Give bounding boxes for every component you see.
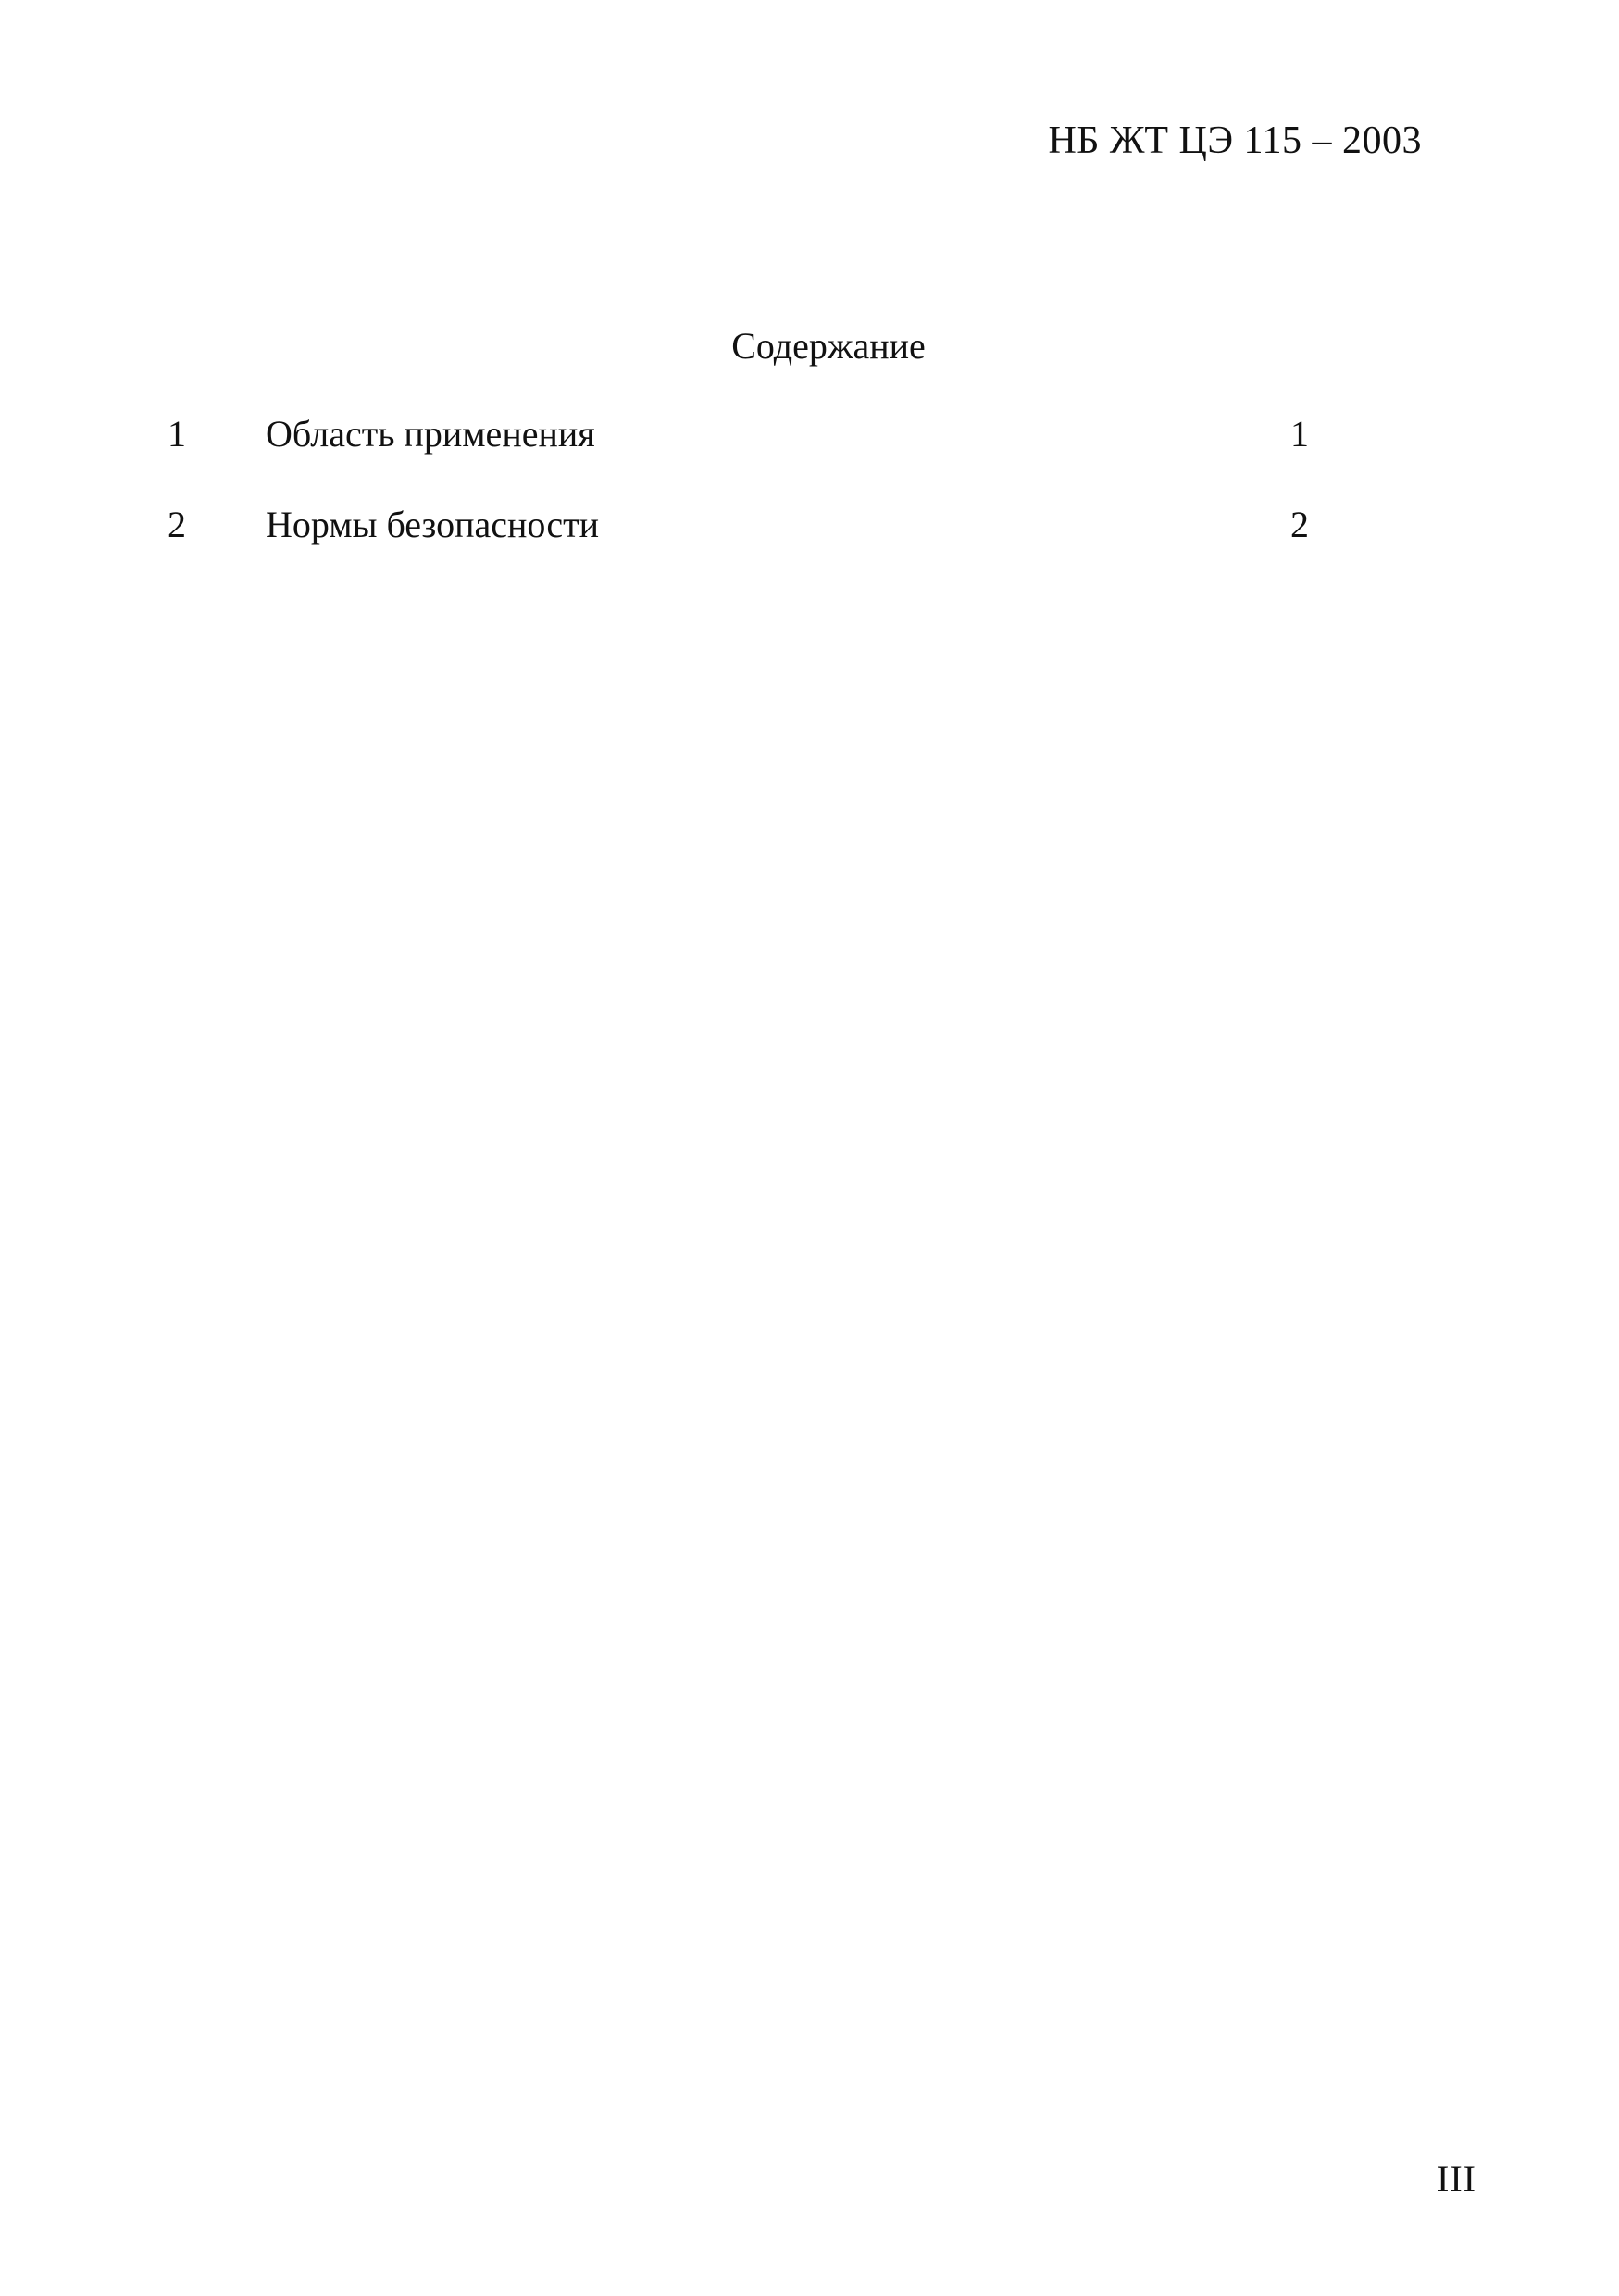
toc-entry-number: 2 xyxy=(168,504,186,545)
toc-entry-page: 1 xyxy=(1290,413,1309,455)
toc-entry-label: Нормы безопасности xyxy=(266,504,600,545)
toc-entry-page: 2 xyxy=(1290,504,1309,545)
toc-title: Содержание xyxy=(731,325,926,367)
document-code: НБ ЖТ ЦЭ 115 – 2003 xyxy=(1048,119,1422,162)
page-number: III xyxy=(1437,2158,1476,2200)
toc-entry-number: 1 xyxy=(168,413,186,455)
toc-entry xyxy=(0,412,1619,503)
toc-entry xyxy=(0,503,1619,593)
toc-list xyxy=(0,412,1619,593)
toc-entry-label: Область применения xyxy=(266,413,595,455)
